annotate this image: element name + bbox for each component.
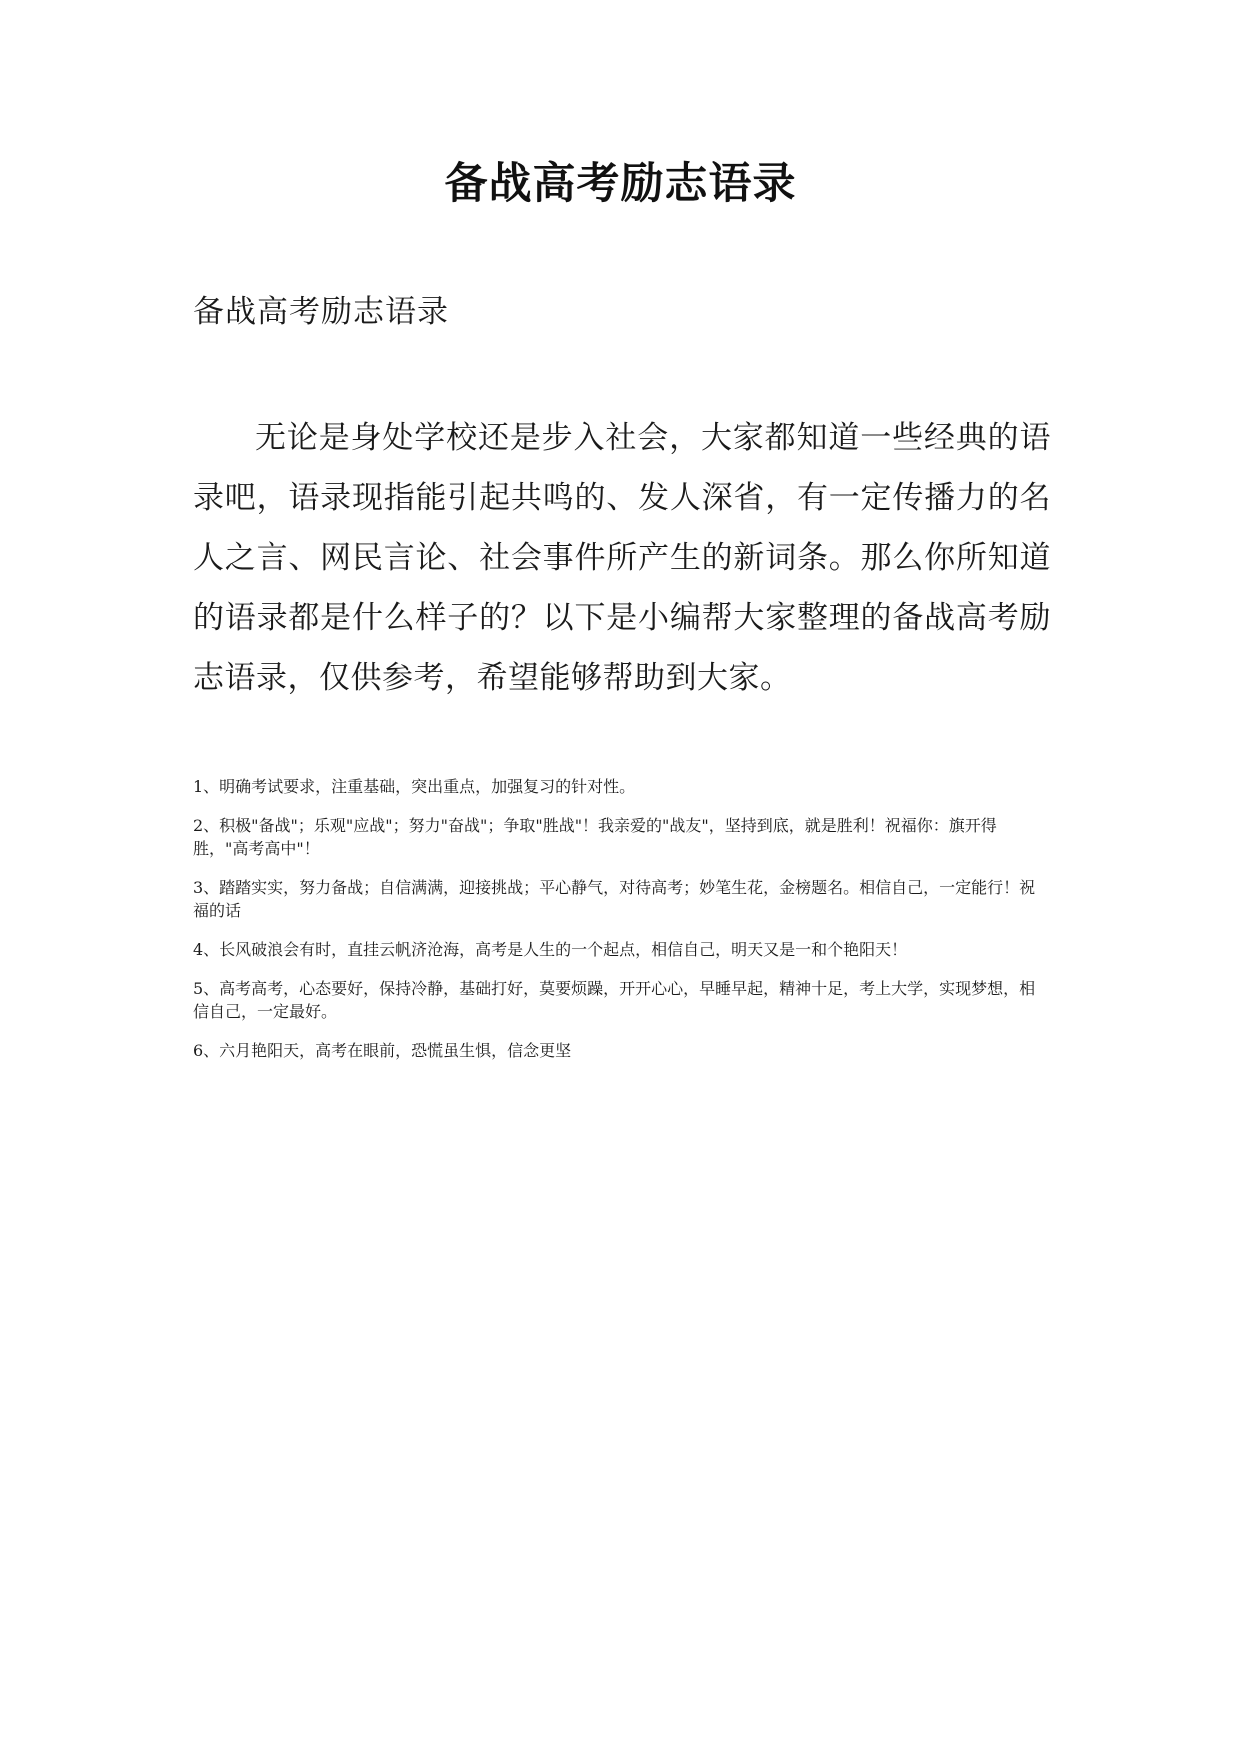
intro-paragraph: 无论是身处学校还是步入社会，大家都知道一些经典的语录吧，语录现指能引起共鸣的、发人深省，有一定传播力的名人之言、网民言论、社会事件所产生的新词条。那么你所知道的语录都是什么样子的？以下是小编帮大家整理的备战高考励志语录，仅供参考，希望能够帮助到大家。 bbox=[193, 420, 1051, 696]
quote-item-6: 6、六月艳阳天，高考在眼前，恐慌虽生惧，信念更坚 bbox=[193, 1041, 572, 1060]
quote-list bbox=[193, 758, 1051, 1077]
quote-item-1: 1、明确考试要求，注重基础，突出重点，加强复习的针对性。 bbox=[193, 777, 636, 796]
quote-item-2: 2、积极"备战"；乐观"应战"；努力"奋战"；争取"胜战"！我亲爱的"战友"，坚持到底，就是胜利！祝福你：旗开得胜，"高考高中"！ bbox=[193, 816, 997, 858]
document-title: 备战高考励志语录 bbox=[444, 159, 797, 209]
quote-item-5: 5、高考高考，心态要好，保持冷静，基础打好，莫要烦躁，开开心心，早睡早起，精神十足，考上大学，实现梦想，相信自己，一定最好。 bbox=[193, 979, 1036, 1021]
quote-item-3: 3、踏踏实实，努力备战；自信满满，迎接挑战；平心静气，对待高考；妙笔生花，金榜题名。相信自己，一定能行！祝福的话 bbox=[193, 878, 1036, 920]
document-subtitle: 备战高考励志语录 bbox=[193, 294, 449, 330]
quote-item-4: 4、长风破浪会有时，直挂云帆济沧海，高考是人生的一个起点，相信自己，明天又是一和个艳阳天！ bbox=[193, 940, 908, 959]
